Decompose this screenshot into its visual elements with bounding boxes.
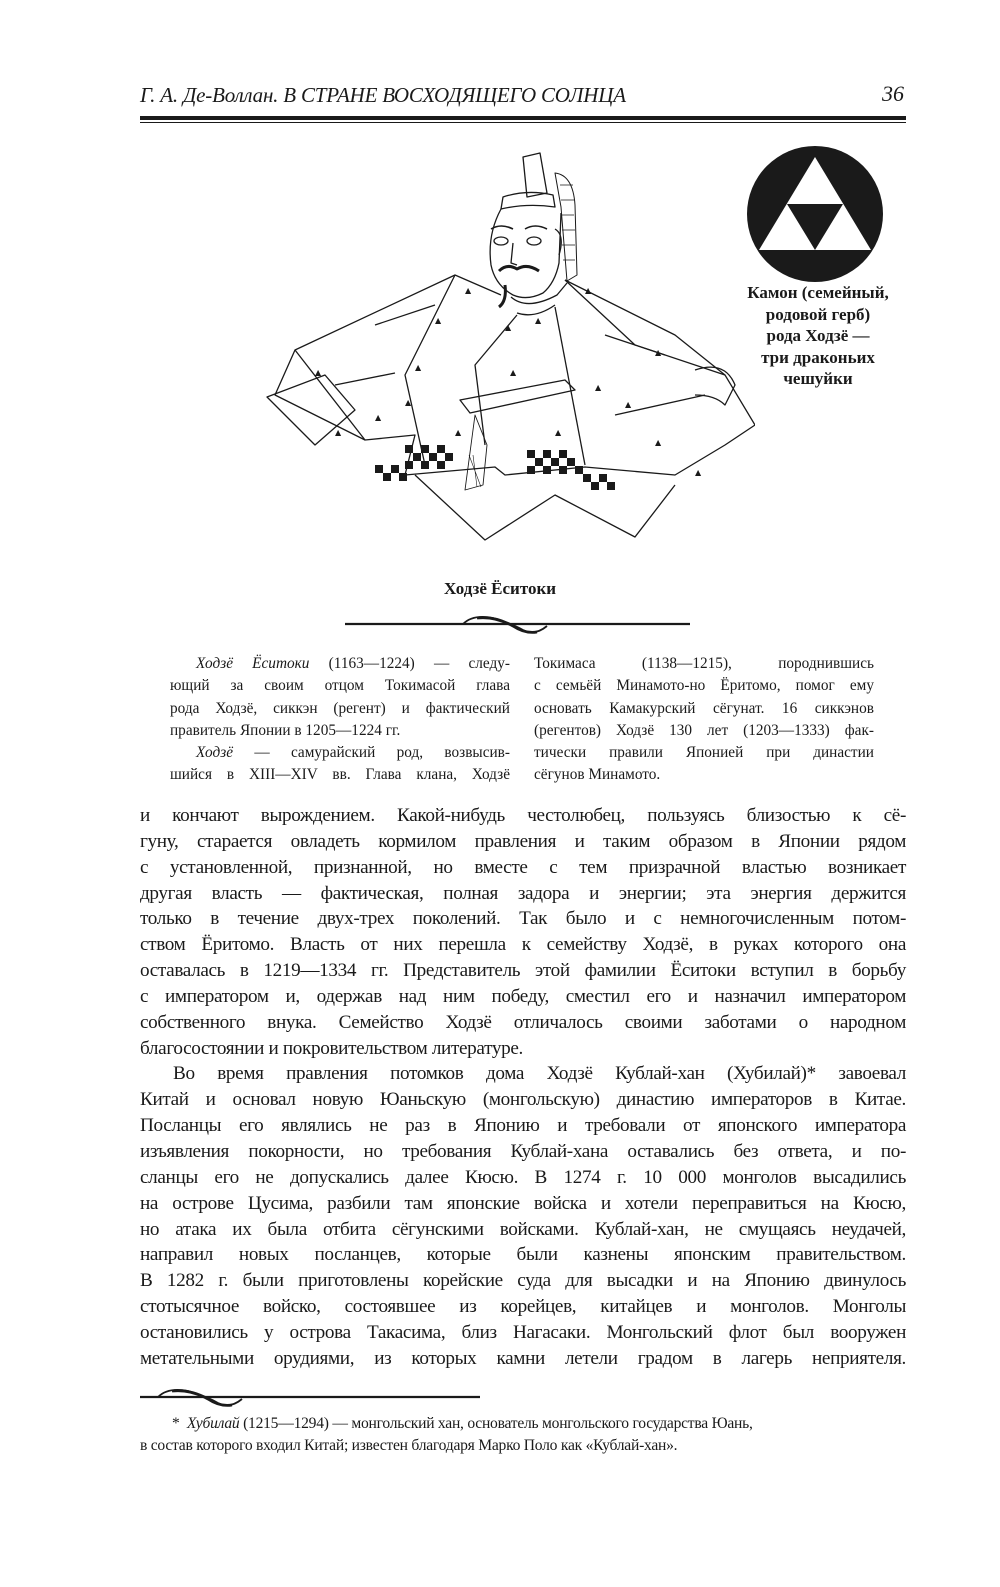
svg-text:▲: ▲ [315,368,322,377]
note-line: основать Камакурский сёгунат. 16 сиккэнов [534,699,874,717]
body-line: Китай и основал новую Юаньскую (монгольскую) династию императоров в Китае. [140,1089,906,1111]
note-line: шийся в XIII—XIV вв. Глава клана, Ходзё [170,766,510,784]
body-line: сланцы его не допускались далее Кюсю. В 1274 г. 10 000 монголов высадились [140,1166,906,1188]
header-rule-thin [140,122,906,123]
kamon-caption [718,282,918,390]
body-line: Посланцы его являлись не раз в Японию и требовали от японского императора [140,1115,906,1137]
note-line: правитель Японии в 1205—1224 гг. [170,721,401,739]
svg-text:▲: ▲ [510,368,517,377]
kamon-caption-line: рода Ходзё — [766,326,870,345]
svg-text:▲: ▲ [655,348,662,357]
page-number: 36 [882,81,904,106]
footnote-term: Хубилай [186,1415,240,1432]
note-line [170,742,510,764]
body-line: другая власть — фактическая, полная задора и энергии; эта энергия держится [140,882,906,904]
svg-text:▲: ▲ [695,468,702,477]
body-line: и кончают вырождением. Какой-нибудь честолюбец, пользуясь близостью к сё- [140,805,906,826]
footnote-line [140,1413,906,1435]
body-line: изъявления покорности, но требования Кублай-хана оставались без ответа, и по- [140,1140,906,1162]
svg-text:▲: ▲ [435,316,442,325]
body-line: с императором и, одержав над ним победу, сместил его и назначил императором [140,985,906,1007]
footnote-marker: * [172,1415,180,1432]
note-line: тически правили Японией при династии [534,744,874,762]
sidebar-note-right-column [534,653,874,787]
footnote-text: (1215—1294) — монгольский хан, основатель монгольского государства Юань, [239,1415,753,1432]
svg-text:▲: ▲ [405,398,412,407]
portrait-illustration [255,145,755,575]
svg-text:▲: ▲ [335,428,342,437]
mitsu-uroko-crest-icon [746,145,884,283]
flourish-divider [345,612,690,636]
note-term: Ходзё Ёситоки [196,655,310,672]
body-line: на острове Цусима, разбили там японские войска и хотели переправиться на Кюсю, [140,1192,906,1214]
body-line: оставалась в 1219—1334 гг. Представитель этой фамилии Ёситоки вступил в борьбу [140,960,906,982]
body-line: стотысячное войско, состоявшее из корейцев, китайцев и монголов. Монголы [140,1296,906,1318]
svg-text:▲: ▲ [505,323,512,332]
svg-text:▲: ▲ [535,316,542,325]
body-line: метательными орудиями, из которых камни летели градом в лагерь неприятеля. [140,1347,906,1369]
note-line: (регентов) Ходзё 130 лет (1203—1333) фак- [534,721,874,739]
body-line: гуну, старается овладеть кормилом правления и таким образом в Японии рядом [140,830,906,852]
kamon-caption-line: родовой герб) [765,304,871,324]
running-head-title: Г. А. Де-Воллан. В СТРАНЕ ВОСХОДЯЩЕГО СОЛНЦА [140,83,626,107]
header-rule-thick [140,116,906,120]
note-line: сёгунов Минамото. [534,766,661,784]
running-head [140,83,906,113]
note-line [170,653,510,675]
body-text [140,803,906,1372]
kamon-caption-line: чешуйки [783,369,853,388]
body-line: благосостоянии и покровительством литературе. [140,1037,523,1059]
svg-text:▲: ▲ [585,286,592,295]
note-text: (1163—1224) — следу- [309,655,510,672]
body-line: с установленной, признанной, но вместе с тем призрачной властью возникает [140,856,906,878]
svg-text:▲: ▲ [595,383,602,392]
sidebar-note-left-column [170,653,510,787]
body-line: Во время правления потомков дома Ходзё Кублай-хан (Хубилай)* завоевал [173,1063,906,1085]
body-line: направил новых посланцев, которые были казнены японским правительством. [140,1244,906,1266]
note-text: — самурайский род, возвысив- [232,744,510,762]
body-line: ством Ёритомо. Власть от них перешла к семейству Ходзё, в руках которого она [140,934,906,956]
footnote [140,1413,906,1456]
note-line: рода Ходзё, сиккэн (регент) и фактический [170,699,510,717]
footnote-line: в состав которого входил Китай; известен благодаря Марко Поло как «Кублай-хан». [140,1436,678,1454]
svg-text:▲: ▲ [655,438,662,447]
body-line: только в течение двух-трех поколений. Так было и с немногочисленным потом- [140,908,906,930]
note-line: с семьёй Минамото-но Ёритомо, помог ему [534,677,874,695]
body-line: В 1282 г. были приготовлены корейские суда для высадки и на Японию двинулось [140,1270,906,1292]
body-line: собственного внука. Семейство Ходзё отличалось своими заботами о народном [140,1011,906,1033]
svg-text:▲: ▲ [415,363,422,372]
svg-text:▲: ▲ [375,413,382,422]
body-line: остановились у острова Такасима, близ Нагасаки. Монгольский флот был вооружен [140,1321,906,1343]
body-line: но атака их была отбита сёгунскими войсками. Кублай-хан, не смущаясь неудачей, [140,1218,906,1240]
svg-text:▲: ▲ [465,286,472,295]
kamon-caption-line: Камон (семейный, [747,283,889,302]
svg-text:▲: ▲ [625,400,632,409]
svg-text:▲: ▲ [455,428,462,437]
note-line: Токимаса (1138—1215), породнившись [534,655,874,672]
kamon-caption-line: три драконьих [761,347,875,367]
note-line: ющий за своим отцом Токимасой глава [170,677,510,695]
footnote-separator [140,1385,480,1409]
svg-text:▲: ▲ [555,428,562,437]
figure-caption: Ходзё Ёситоки [443,579,557,598]
note-term: Ходзё [196,744,233,762]
